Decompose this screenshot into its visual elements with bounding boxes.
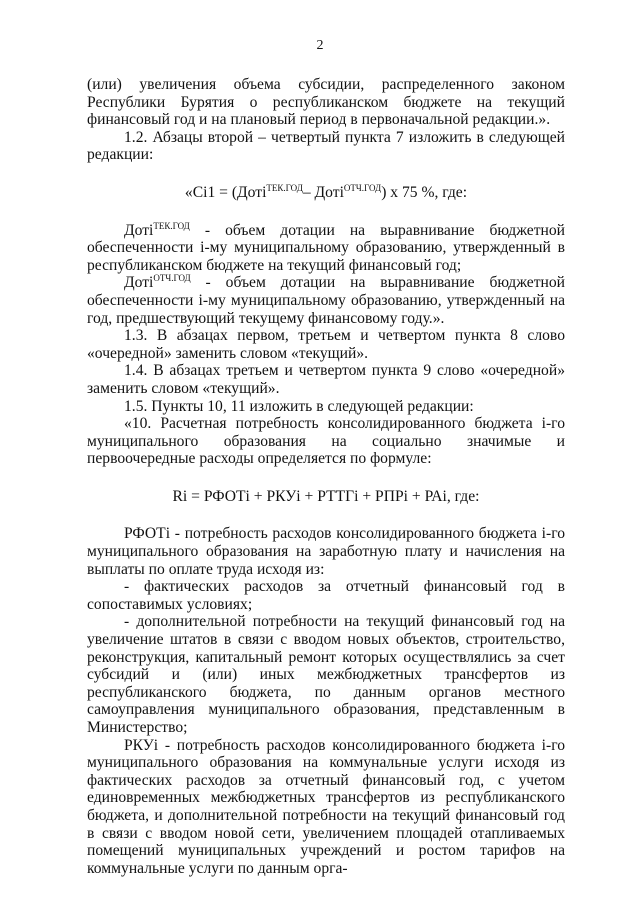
paragraph-1-2: 1.2. Абзацы второй – четвертый пункта 7 изложить в следующей редакции: [87, 128, 565, 164]
definition-dot-tek-text: - объем дотации на выравнивание бюджетной обеспеченности i-му муниципальному образованию, утвержденный в республиканском бюджете на текущий финансовый год; [87, 221, 565, 274]
definition-dot-tek [87, 222, 565, 275]
list-item-actual-expenses: - фактических расходов за отчетный финансовый год в сопоставимых условиях; [87, 578, 565, 613]
formula-ci1-right: ) x 75 %, где: [381, 183, 468, 201]
list-item-additional-needs: - дополнительной потребности на текущий финансовый год на увеличение штатов в связи с вводом новых объектов, строительство, реконструкция, капитальный ремонт которых осуществлялись за счет субсидий и (или) иных межбюджетных трансфертов из республиканского бюджета, по данным органов местного самоуправления муниципального образования, представленным в Министерство; [87, 613, 565, 736]
paragraph-1-5: 1.5. Пункты 10, 11 изложить в следующей редакции: [124, 397, 474, 415]
definition-dot-tek-sup: ТЕК.ГОД [153, 220, 190, 231]
formula-ci1 [87, 184, 565, 202]
definition-dot-otch [87, 274, 565, 327]
definition-dot-tek-term: Доті [124, 221, 154, 239]
formula-ri: Ri = РФОТі + РКУі + РТТГі + РПРі + РАі, где: [172, 487, 480, 505]
definition-dot-otch-text: - объем дотации на выравнивание бюджетной обеспеченности i-му муниципальному образованию, утвержденный на год, предшествующий текущему финансовому году.». [87, 274, 565, 327]
paragraph-10: «10. Расчетная потребность консолидированного бюджета i-го муниципального образования на социально значимые и первоочередные расходы определяется по формуле: [87, 415, 565, 468]
page-number: 2 [316, 38, 324, 53]
document-body [87, 76, 565, 877]
definition-dot-otch-term: Доті [124, 274, 154, 292]
definition-dot-otch-sup: ОТЧ.ГОД [153, 273, 191, 284]
definition-rfot: РФОТі - потребность расходов консолидированного бюджета i-го муниципального образования на заработную плату и начисления на выплаты по оплате труда исходя из: [87, 525, 565, 578]
formula-ci1-sup-otch: ОТЧ.ГОД [343, 182, 382, 193]
paragraph-1-3: 1.3. В абзацах первом, третьем и четвертом пункта 8 слово «очередной» заменить словом «текущий». [87, 327, 565, 362]
formula-ci1-left: «Ci1 = (Доті [184, 183, 267, 201]
paragraph-continuation: (или) увеличения объема субсидии, распределенного законом Республики Бурятия о республиканском бюджете на текущий финансовый год и на плановый период в первоначальной редакции.». [87, 76, 565, 129]
formula-ci1-mid: – Доті [302, 183, 344, 201]
formula-ci1-sup-tek: ТЕК.ГОД [266, 182, 303, 193]
definition-rku: РКУі - потребность расходов консолидированного бюджета i-го муниципального образования на коммунальные услуги исходя из фактических расходов за отчетный финансовый год, с учетом единовременных межбюджетных трансфертов из республиканского бюджета, и дополнительной потребности на текущий финансовый год в связи с вводом новой сети, увеличением площадей отапливаемых помещений муниципальных учреждений и ростом тарифов на коммунальные услуги по данным орга- [87, 736, 565, 877]
paragraph-1-4: 1.4. В абзацах третьем и четвертом пункта 9 слово «очередной» заменить словом «текущий». [87, 362, 565, 397]
